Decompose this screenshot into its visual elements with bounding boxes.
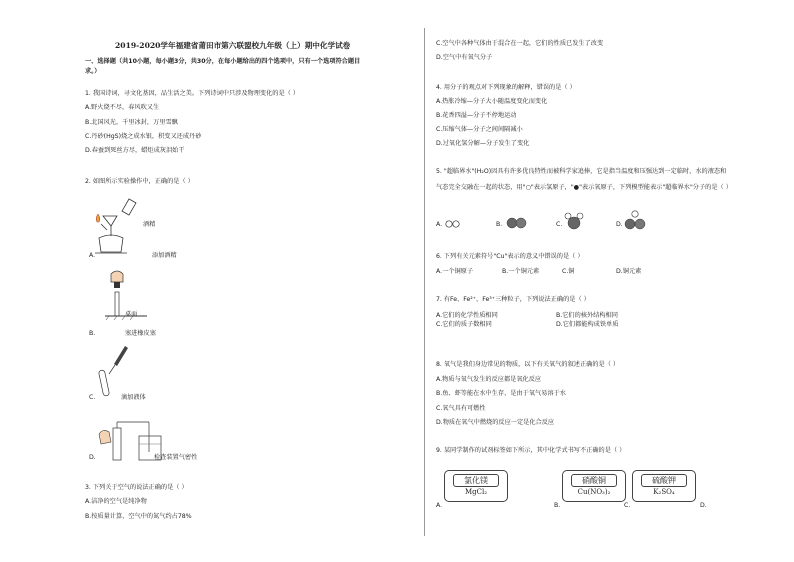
- q8-stem: 8. 氧气是我们身边常见的物质，以下有关氧气的叙述正确的是（ ）: [436, 361, 620, 368]
- page-title: 2019-2020学年福建省莆田市第六联盟校九年级（上）期中化学试卷: [115, 41, 351, 50]
- q4-option-b: B.花香四溢—分子不停地运动: [436, 112, 517, 119]
- q9-option-b: B.: [554, 502, 561, 509]
- q2-option-a: A.: [89, 252, 96, 259]
- q1-stem: 1. 我国诗词，寻文化基因，品生活之美。下列诗词中只涉及物理变化的是（ ）: [85, 90, 300, 97]
- label-b-formula: Cu(NO₃)₂: [577, 488, 611, 496]
- label-a-formula: MgCl₂: [464, 488, 488, 496]
- q8-option-a: A.物质与氧气发生的反应都是氧化反应: [436, 376, 542, 383]
- left-column: [85, 0, 412, 562]
- q5-option-b: B.: [496, 221, 503, 228]
- molecule-b-icon: [506, 216, 528, 230]
- q5-option-d: D.: [616, 221, 623, 228]
- q7-stem: 7. 有Fe、Fe²⁺、Fe³⁺三种粒子，下列说法正确的是（ ）: [436, 296, 590, 303]
- label-copper-nitrate: [562, 470, 626, 502]
- q9-stem: 9. 某同学制作的试剂标签如下所示，其中化学式书写不正确的是（ ）: [436, 447, 626, 454]
- q8-option-b: B.鱼、虾等能在水中生存，是由于氧气易溶于水: [436, 390, 566, 397]
- q1-option-a: A.野火烧不尽，春风吹又生: [85, 104, 160, 111]
- q2-fig-a-label: 酒精: [143, 221, 156, 228]
- q2-option-d-text: 检查装置气密性: [154, 454, 198, 461]
- q1-option-c: C.丹砂(HgS)烧之成水银，积变又还成丹砂: [85, 133, 202, 140]
- q4-option-c: C.压缩气体—分子之间间隔减小: [436, 126, 523, 133]
- q5-stem-line2: 气态完全交融在一起的状态，用"○"表示氢原子，"●"表示氧原子，下列模型能表示"超临界水"分子的是（ ）: [436, 184, 732, 191]
- q8-option-c: C.氧气具有可燃性: [436, 405, 486, 412]
- q2-option-c: C.: [89, 394, 96, 401]
- q3-stem: 3. 下列关于空气的说法正确的是（ ）: [85, 484, 188, 491]
- label-c-formula: K₂SO₄: [653, 488, 675, 496]
- q5-option-c: C.: [556, 221, 563, 228]
- q6-option-c: C.铜: [562, 268, 575, 275]
- q3-option-a: A.洁净的空气是纯净物: [85, 498, 147, 505]
- q2-option-b-text: 塞进橡皮塞: [125, 330, 156, 337]
- q2-option-b: B.: [89, 330, 96, 337]
- q6-option-a: A.一个铜原子: [436, 268, 474, 275]
- q3-option-b: B.按质量计算，空气中的氮气约占78%: [85, 513, 192, 520]
- q5-option-a: A.: [436, 221, 443, 228]
- q1-option-b: B.北国风光，千里冰封，万里雪飘: [85, 119, 178, 126]
- q4-option-d: D.过氧化氢分解—分子发生了变化: [436, 140, 530, 147]
- q6-stem: 6. 下列有关元素符号"Cu"表示的意义中错误的是（ ）: [436, 253, 584, 260]
- label-a-name: 氯化镁: [453, 474, 499, 487]
- q2-option-a-text: 添加酒精: [152, 252, 177, 259]
- q7-option-a: A.它们的化学性质相同: [436, 312, 498, 319]
- q7-option-c: C.它们的质子数相同: [436, 321, 492, 328]
- right-column: [432, 0, 777, 562]
- q2-option-d: D.: [89, 454, 96, 461]
- dropper-figure: [95, 344, 135, 398]
- section-heading-cont: 求。）: [85, 68, 101, 75]
- q3-option-c: C.空气中各种气体由于混合在一起，它们的性质已发生了改变: [436, 40, 604, 47]
- column-divider: [424, 28, 425, 536]
- q6-option-d: D.铜元素: [616, 268, 642, 275]
- q1-option-d: D.春蚕到死丝方尽，蜡炬成灰泪始干: [85, 147, 185, 154]
- q7-option-d: D.它们都能构成铁单质: [556, 321, 619, 328]
- q5-stem-line1: 5. "超临界水"(H₂O)因具有许多优良特性而被科学家追捧，它是指当温度和压强达到一定临时，水的液态和: [436, 168, 727, 175]
- molecule-c-icon: [564, 211, 584, 231]
- q2-option-c-text: 滴加液体: [121, 394, 146, 401]
- section-heading: 一、选择题（共10小题，每小题3分，共30分，在每小题给出的四个选项中，只有一个选项符合题目: [85, 58, 361, 65]
- label-potassium-sulfate: [632, 470, 696, 502]
- q9-option-d: D.: [700, 502, 707, 509]
- q9-option-a: A.: [436, 502, 443, 509]
- q2-stem: 2. 如图所示实验操作中，正确的是（ ）: [85, 178, 194, 185]
- q3-option-d: D.空气中有氧气分子: [436, 54, 493, 61]
- q6-option-b: B.一个铜元素: [502, 268, 540, 275]
- q8-option-d: D.物质在氧气中燃烧的反应一定是化合反应: [436, 419, 555, 426]
- label-b-name: 硝酸铜: [571, 474, 617, 487]
- q2-fig-b-label: 桌面: [125, 311, 138, 318]
- test-tube-stopper-figure: [97, 268, 157, 330]
- q4-stem: 4. 用分子的观点对下列现象的解释，错误的是（ ）: [436, 84, 576, 91]
- q4-option-a: A.热胀冷缩—分子大小随温度变化而变化: [436, 98, 548, 105]
- q9-option-c: C.: [624, 502, 631, 509]
- molecule-a-icon: [445, 219, 461, 229]
- q7-option-b: B.它们的核外结构相同: [556, 312, 618, 319]
- label-magnesium-chloride: [444, 470, 508, 502]
- label-c-name: 硫酸钾: [641, 474, 687, 487]
- molecule-d-icon: [624, 209, 646, 231]
